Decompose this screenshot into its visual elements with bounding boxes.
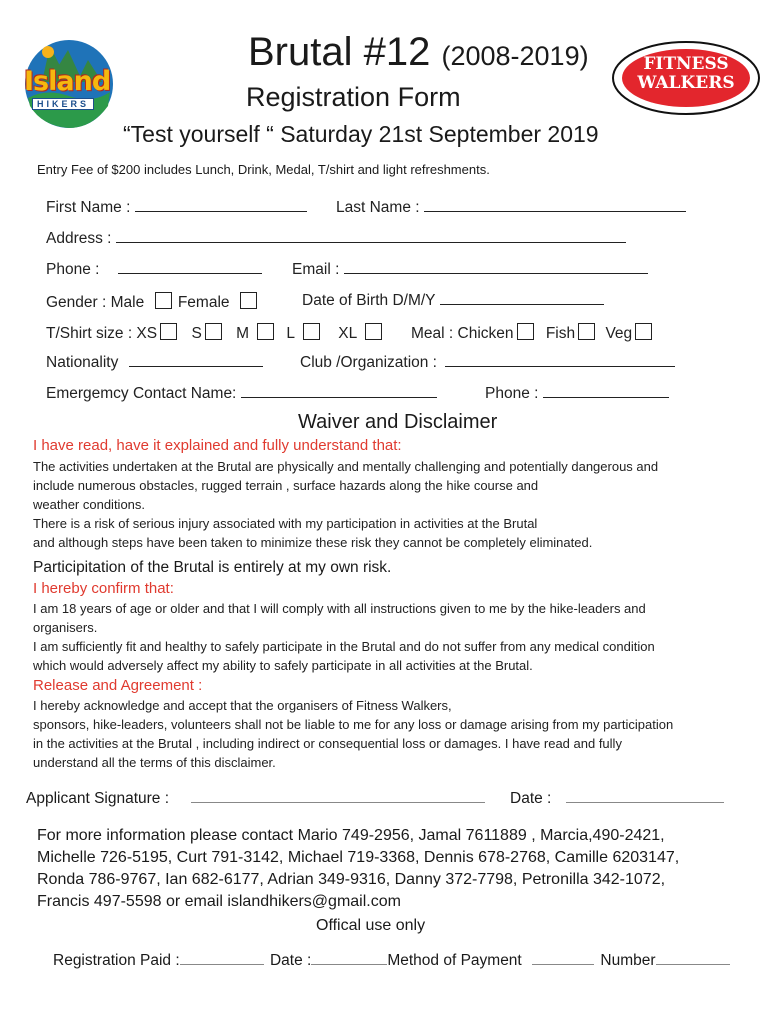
- payment-method-field[interactable]: [532, 964, 594, 965]
- emergency-label: Emergemcy Contact Name:: [46, 385, 237, 402]
- phone-row: [46, 261, 262, 279]
- waiver-heading-understand: I have read, have it explained and fully understand that:: [33, 437, 402, 454]
- waiver-line: I am sufficiently fit and healthy to safely participate in the Brutal and do not suffer from any medical condition: [33, 639, 655, 654]
- meal-chicken-checkbox[interactable]: [517, 323, 534, 340]
- contact-line: Ronda 786-9767, Ian 682-6177, Adrian 349-9316, Danny 372-7798, Petronilla 342-1072,: [37, 871, 666, 888]
- contact-line: For more information please contact Mario 749-2956, Jamal 7611889 , Marcia,490-2421,: [37, 827, 665, 844]
- waiver-line: weather conditions.: [33, 497, 146, 512]
- signature-date-row: [510, 790, 724, 808]
- meal-veg-checkbox[interactable]: [635, 323, 652, 340]
- registration-paid-label: Registration Paid :: [53, 952, 180, 969]
- address-field[interactable]: [116, 242, 626, 243]
- email-field[interactable]: [344, 273, 648, 274]
- size-m-checkbox[interactable]: [257, 323, 274, 340]
- last-name-row: [336, 199, 686, 217]
- own-risk-statement: Participitation of the Brutal is entirely at my own risk.: [33, 559, 392, 576]
- size-xl-label: XL: [338, 325, 358, 342]
- size-xl-checkbox[interactable]: [365, 323, 382, 340]
- emergency-phone-label: Phone :: [485, 385, 539, 402]
- waiver-line: which would adversely affect my ability to safely participate in all activities at the Brutal.: [33, 658, 533, 673]
- meal-veg-label: Veg: [605, 325, 633, 342]
- size-s-label: S: [191, 325, 202, 342]
- waiver-line: organisers.: [33, 620, 98, 635]
- official-date-label: Date :: [269, 952, 312, 969]
- waiver-line: sponsors, hike-leaders, volunteers shall not be liable to me for any loss or damage arising from my participation: [33, 717, 674, 732]
- tagline: “Test yourself “ Saturday 21st September 2019: [123, 121, 599, 147]
- first-name-row: [46, 199, 307, 217]
- title-main: Brutal #12: [248, 30, 431, 74]
- number-field[interactable]: [656, 964, 730, 965]
- logo-text-island: Island: [24, 66, 111, 97]
- tshirt-row: [46, 323, 382, 343]
- club-field[interactable]: [445, 366, 675, 367]
- applicant-signature-label: Applicant Signature :: [26, 790, 170, 807]
- dob-label: Date of Birth D/M/Y: [302, 292, 436, 309]
- nationality-label: Nationality: [46, 354, 119, 371]
- size-s-checkbox[interactable]: [205, 323, 222, 340]
- gender-row: [46, 292, 257, 312]
- emergency-phone-field[interactable]: [543, 397, 669, 398]
- logo-text-fitness: FITNESS: [643, 54, 729, 74]
- emergency-row: [46, 385, 437, 403]
- club-label: Club /Organization :: [300, 354, 437, 371]
- first-name-field[interactable]: [135, 211, 307, 212]
- dob-field[interactable]: [440, 304, 604, 305]
- emergency-name-field[interactable]: [241, 397, 437, 398]
- gender-label: Gender : Male: [46, 294, 145, 311]
- last-name-field[interactable]: [424, 211, 686, 212]
- last-name-label: Last Name :: [336, 199, 420, 216]
- size-xs-checkbox[interactable]: [160, 323, 177, 340]
- email-label: Email :: [292, 261, 340, 278]
- waiver-line: The activities undertaken at the Brutal are physically and mentally challenging and potentially dangerous and: [33, 459, 659, 474]
- waiver-line: There is a risk of serious injury associated with my participation in activities at the Brutal: [33, 516, 538, 531]
- contact-line: Francis 497-5598 or email islandhikers@gmail.com: [37, 893, 401, 910]
- meal-fish-label: Fish: [545, 325, 576, 342]
- page-title: [248, 30, 589, 75]
- dob-row: [302, 292, 604, 310]
- waiver-paragraph-3: [33, 696, 673, 772]
- first-name-label: First Name :: [46, 199, 131, 216]
- size-m-label: M: [236, 325, 250, 342]
- waiver-line: include numerous obstacles, rugged terrain , surface hazards along the hike course and: [33, 478, 539, 493]
- size-l-checkbox[interactable]: [303, 323, 320, 340]
- title-years: (2008-2019): [441, 41, 589, 71]
- waiver-line: I hereby acknowledge and accept that the organisers of Fitness Walkers,: [33, 698, 452, 713]
- waiver-heading-confirm: I hereby confirm that:: [33, 580, 174, 597]
- emergency-phone-row: [485, 385, 669, 403]
- nationality-row: [46, 354, 263, 372]
- size-l-label: L: [286, 325, 295, 342]
- page-subtitle: Registration Form: [246, 82, 461, 112]
- logo-text-walkers: WALKERS: [637, 73, 735, 93]
- male-checkbox[interactable]: [155, 292, 172, 309]
- waiver-paragraph-2: [33, 599, 655, 675]
- logo-text-hikers: HIKERS: [32, 98, 94, 110]
- payment-method-label: Method of Payment: [387, 952, 522, 969]
- applicant-signature-field[interactable]: [191, 802, 485, 803]
- nationality-field[interactable]: [129, 366, 263, 367]
- island-hikers-logo: [22, 36, 116, 132]
- meal-row: [411, 323, 652, 343]
- phone-label: Phone :: [46, 261, 100, 278]
- female-label: Female: [177, 294, 230, 311]
- address-row: [46, 230, 626, 248]
- waiver-line: and although steps have been taken to minimize these risk they cannot be completely eliminated.: [33, 535, 593, 550]
- club-row: [300, 354, 675, 372]
- phone-field[interactable]: [118, 273, 262, 274]
- tshirt-label: T/Shirt size : XS: [46, 325, 158, 342]
- contact-line: Michelle 726-5195, Curt 791-3142, Michael 719-3368, Dennis 678-2768, Camille 6203147,: [37, 849, 680, 866]
- waiver-paragraph-1: [33, 457, 658, 552]
- registration-paid-field[interactable]: [180, 964, 264, 965]
- waiver-line: in the activities at the Brutal , including indirect or consequential loss or damages. I have read and fully: [33, 736, 622, 751]
- applicant-signature-row: [26, 790, 485, 808]
- official-use-title: Offical use only: [316, 917, 426, 934]
- waiver-line: I am 18 years of age or older and that I will comply with all instructions given to me by the hike-leaders and: [33, 601, 646, 616]
- waiver-line: understand all the terms of this disclaimer.: [33, 755, 276, 770]
- official-use-row: [53, 952, 730, 970]
- waiver-heading-release: Release and Agreement :: [33, 677, 203, 694]
- meal-fish-checkbox[interactable]: [578, 323, 595, 340]
- meal-label: Meal : Chicken: [411, 325, 514, 342]
- address-label: Address :: [46, 230, 112, 247]
- number-label: Number: [600, 952, 656, 969]
- signature-date-label: Date :: [510, 790, 552, 807]
- fitness-walkers-logo: [611, 40, 761, 116]
- email-row: [292, 261, 648, 279]
- waiver-title: Waiver and Disclaimer: [298, 411, 498, 433]
- signature-date-field[interactable]: [566, 802, 724, 803]
- entry-fee-text: Entry Fee of $200 includes Lunch, Drink, Medal, T/shirt and light refreshments.: [37, 162, 490, 177]
- contact-info: [37, 825, 679, 913]
- female-checkbox[interactable]: [240, 292, 257, 309]
- official-date-field[interactable]: [311, 964, 387, 965]
